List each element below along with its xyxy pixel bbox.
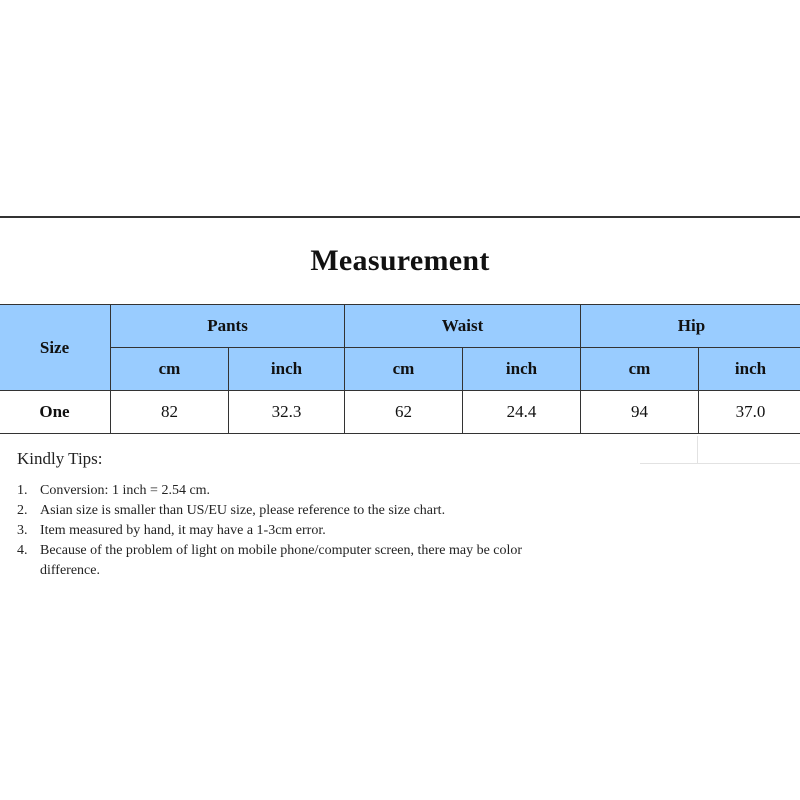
tip-text: Item measured by hand, it may have a 1-3cm error. [40, 523, 326, 538]
tips-section [17, 449, 617, 581]
list-item [17, 501, 617, 521]
unit-pants-cm: cm [111, 348, 229, 391]
cell-pants-inch: 32.3 [229, 391, 345, 434]
tip-number: 3. [17, 523, 28, 538]
header-pants: Pants [111, 305, 345, 348]
table-unit-row [0, 348, 800, 391]
header-size: Size [0, 305, 111, 391]
table-header-row [0, 305, 800, 348]
row-size: One [0, 391, 111, 434]
unit-hip-inch: inch [699, 348, 800, 391]
tips-title: Kindly Tips: [17, 449, 103, 468]
page-title: Measurement [310, 244, 490, 277]
list-item [17, 481, 617, 501]
faint-artifact-lines [640, 436, 800, 464]
cell-waist-cm: 62 [345, 391, 463, 434]
cell-waist-inch: 24.4 [463, 391, 581, 434]
tip-text: Asian size is smaller than US/EU size, please reference to the size chart. [40, 503, 446, 518]
tips-list [17, 481, 617, 581]
unit-pants-inch: inch [229, 348, 345, 391]
top-divider [0, 216, 800, 218]
tip-number: 2. [17, 503, 28, 518]
header-waist: Waist [345, 305, 581, 348]
tip-number: 4. [17, 543, 28, 558]
tip-number: 1. [17, 483, 28, 498]
header-hip: Hip [581, 305, 800, 348]
unit-waist-cm: cm [345, 348, 463, 391]
cell-pants-cm: 82 [111, 391, 229, 434]
faint-vertical-line [697, 436, 698, 464]
tip-text: Conversion: 1 inch = 2.54 cm. [40, 483, 211, 498]
faint-horizontal-line [640, 463, 800, 464]
cell-hip-inch: 37.0 [699, 391, 800, 434]
cell-hip-cm: 94 [581, 391, 699, 434]
unit-waist-inch: inch [463, 348, 581, 391]
unit-hip-cm: cm [581, 348, 699, 391]
list-item [17, 541, 617, 581]
list-item [17, 521, 617, 541]
size-table [0, 304, 800, 434]
tip-text: Because of the problem of light on mobile phone/computer screen, there may be color difference. [40, 543, 523, 578]
table-row [0, 391, 800, 434]
